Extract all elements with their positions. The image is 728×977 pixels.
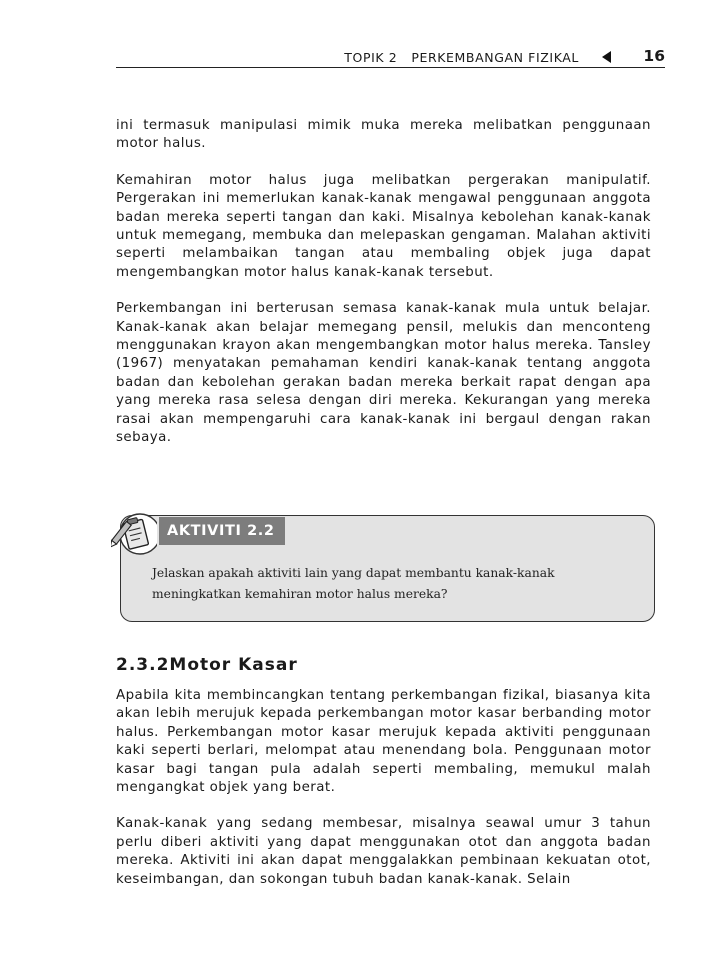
paragraph: Apabila kita membincangkan tentang perkembangan fizikal, biasanya kita akan lebih merujuk kepada perkembangan motor kasar berbanding motor halus. Perkembangan motor kasar merujuk kepada aktiviti penggunaan kaki seperti berlari, melompat atau menendang bola. Penggunaan motor kasar bagi tangan pula adalah seperti membaling, memukul malah mengangkat objek yang berat. [116,688,651,796]
left-triangle-icon [602,51,611,63]
clipboard-pencil-icon [111,511,157,557]
paragraph: ini termasuk manipulasi mimik muka mereka melibatkan penggunaan motor halus. [116,118,651,152]
activity-question [152,563,622,605]
paragraph: Kanak-kanak yang sedang membesar, misalnya seawal umur 3 tahun perlu diberi aktiviti yang dapat menggunakan otot dan anggota badan mereka. Aktiviti ini akan dapat menggalakkan pembinaan kekuatan otot, keseimbangan, dan sokongan tubuh badan kanak-kanak. Selain [116,816,651,887]
section-heading: 2.3.2Motor Kasar [116,655,298,675]
activity-question-line: Jelaskan apakah aktiviti lain yang dapat membantu kanak-kanak [152,566,555,580]
page-number: 16 [643,47,665,65]
paragraph: Perkembangan ini berterusan semasa kanak-kanak mula untuk belajar. Kanak-kanak akan belajar memegang pensil, melukis dan menconteng menggunakan krayon akan mengembangkan motor halus mereka. Tansley (1967) menyatakan pemahaman kendiri kanak-kanak tentang anggota badan dan kebolehan gerakan badan mereka berkait rapat dengan apa yang mereka rasa selesa dengan diri mereka. Kekurangan yang mereka rasai akan mempengaruhi cara kanak-kanak ini bergaul dengan rakan sebaya. [116,301,651,446]
activity-question-line: meningkatkan kemahiran motor halus mereka? [152,587,448,601]
paragraph: Kemahiran motor halus juga melibatkan pergerakan manipulatif. Pergerakan ini memerlukan kanak-kanak mengawal penggunaan anggota badan mereka seperti tangan dan kaki. Misalnya kebolehan kanak-kanak untuk memegang, membuka dan melepaskan gengaman. Malahan aktiviti seperti melambaikan tangan atau membaling objek juga dapat mengembangkan motor halus kanak-kanak tersebut. [116,172,651,280]
header-topic: TOPIK 2 [344,50,398,65]
page-header [116,48,665,68]
activity-box [120,515,655,622]
activity-label: AKTIVITI 2.2 [159,517,285,545]
section-body [116,687,651,907]
running-header [344,50,579,65]
header-chapter: PERKEMBANGAN FIZIKAL [411,50,579,65]
header-rule [116,67,665,68]
body-text [116,117,651,466]
